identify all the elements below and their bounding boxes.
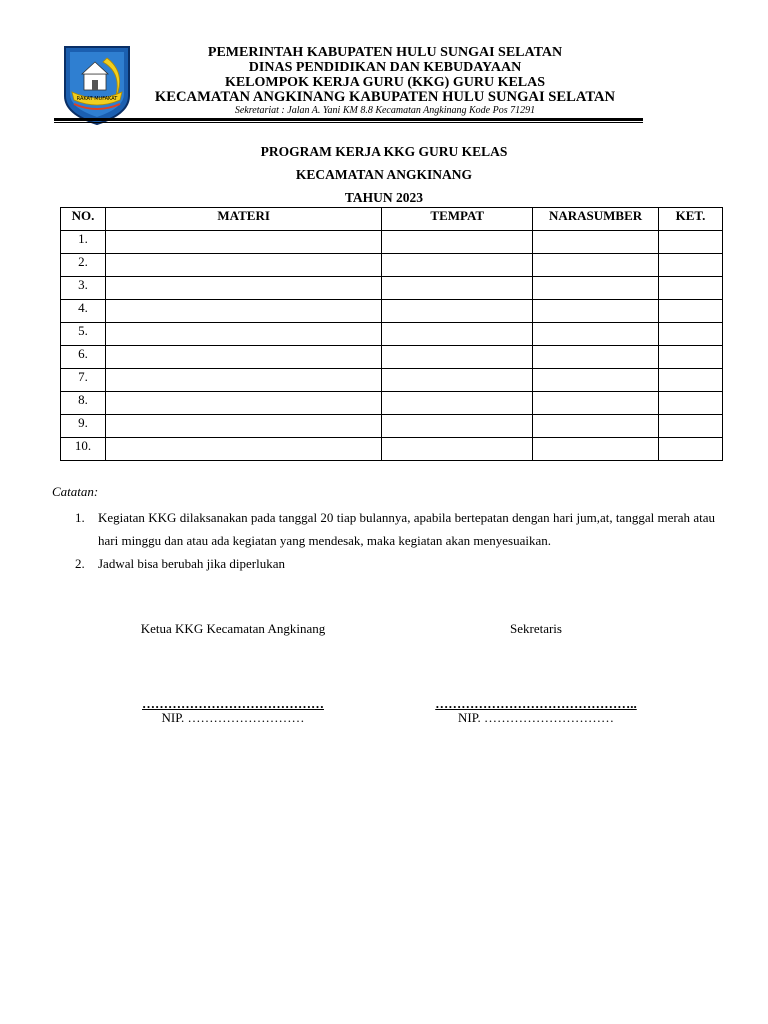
column-header-narasumber: NARASUMBER bbox=[533, 208, 659, 231]
row-number: 4. bbox=[61, 300, 106, 323]
cell-tempat bbox=[382, 231, 533, 254]
title-line-district: KECAMATAN ANGKINANG bbox=[295, 167, 473, 182]
column-header-ket: KET. bbox=[659, 208, 723, 231]
row-number: 6. bbox=[61, 346, 106, 369]
cell-narasumber bbox=[533, 277, 659, 300]
signature-role-chair: Ketua KKG Kecamatan Angkinang bbox=[140, 621, 326, 636]
cell-tempat bbox=[382, 369, 533, 392]
cell-materi bbox=[105, 254, 381, 277]
letterhead-divider-thick bbox=[54, 118, 643, 121]
title-line-program: PROGRAM KERJA KKG GURU KELAS bbox=[260, 144, 508, 159]
notes-label: Catatan: bbox=[52, 484, 99, 499]
letterhead bbox=[130, 45, 640, 117]
cell-tempat bbox=[382, 392, 533, 415]
cell-materi bbox=[105, 231, 381, 254]
letterhead-address: Sekretariat : Jalan A. Yani KM 8.8 Kecamatan Angkinang Kode Pos 71291 bbox=[234, 105, 536, 116]
cell-ket bbox=[659, 415, 723, 438]
note-number: 2. bbox=[75, 556, 85, 571]
note-text: Kegiatan KKG dilaksanakan pada tanggal 20 tiap bulannya, apabila bertepatan dengan hari jum,at, tanggal merah atau hari minggu dan atau ada kegiatan yang mendesak, maka kegiatan akan menyesuaikan. bbox=[98, 510, 715, 548]
notes-list bbox=[75, 506, 715, 575]
signature-block-chair bbox=[118, 621, 348, 725]
cell-narasumber bbox=[533, 323, 659, 346]
row-number: 3. bbox=[61, 277, 106, 300]
program-table bbox=[60, 207, 723, 461]
title-line-year: TAHUN 2023 bbox=[344, 190, 424, 205]
cell-ket bbox=[659, 277, 723, 300]
cell-materi bbox=[105, 369, 381, 392]
cell-tempat bbox=[382, 415, 533, 438]
cell-narasumber bbox=[533, 231, 659, 254]
cell-materi bbox=[105, 277, 381, 300]
row-number: 9. bbox=[61, 415, 106, 438]
cell-materi bbox=[105, 323, 381, 346]
cell-tempat bbox=[382, 300, 533, 323]
cell-ket bbox=[659, 231, 723, 254]
column-header-no: NO. bbox=[61, 208, 106, 231]
cell-narasumber bbox=[533, 254, 659, 277]
cell-tempat bbox=[382, 277, 533, 300]
cell-ket bbox=[659, 369, 723, 392]
cell-tempat bbox=[382, 254, 533, 277]
list-item bbox=[75, 552, 715, 575]
table-row bbox=[61, 392, 723, 415]
table-row bbox=[61, 438, 723, 461]
cell-narasumber bbox=[533, 392, 659, 415]
cell-materi bbox=[105, 415, 381, 438]
column-header-materi: MATERI bbox=[105, 208, 381, 231]
cell-tempat bbox=[382, 438, 533, 461]
document-title bbox=[0, 140, 768, 209]
cell-materi bbox=[105, 438, 381, 461]
signature-line-chair: …………………………………… bbox=[142, 696, 324, 711]
letterhead-line-department: DINAS PENDIDIKAN DAN KEBUDAYAAN bbox=[248, 60, 522, 75]
list-item bbox=[75, 506, 715, 552]
cell-narasumber bbox=[533, 369, 659, 392]
cell-ket bbox=[659, 438, 723, 461]
signature-block-secretary bbox=[420, 621, 652, 725]
table-row bbox=[61, 300, 723, 323]
regency-emblem-logo bbox=[62, 44, 132, 126]
letterhead-divider-thin bbox=[54, 122, 643, 123]
cell-ket bbox=[659, 254, 723, 277]
row-number: 1. bbox=[61, 231, 106, 254]
row-number: 2. bbox=[61, 254, 106, 277]
row-number: 10. bbox=[61, 438, 106, 461]
table-header-row bbox=[61, 208, 723, 231]
cell-ket bbox=[659, 323, 723, 346]
cell-tempat bbox=[382, 323, 533, 346]
cell-ket bbox=[659, 346, 723, 369]
letterhead-line-kkg: KELOMPOK KERJA GURU (KKG) GURU KELAS bbox=[224, 75, 546, 90]
column-header-tempat: TEMPAT bbox=[382, 208, 533, 231]
cell-narasumber bbox=[533, 415, 659, 438]
cell-narasumber bbox=[533, 438, 659, 461]
table-row bbox=[61, 277, 723, 300]
table-row bbox=[61, 369, 723, 392]
cell-materi bbox=[105, 300, 381, 323]
letterhead-line-district: KECAMATAN ANGKINANG KABUPATEN HULU SUNGAI SELATAN bbox=[154, 89, 616, 105]
table-row bbox=[61, 415, 723, 438]
cell-ket bbox=[659, 392, 723, 415]
table-row bbox=[61, 254, 723, 277]
signature-role-secretary: Sekretaris bbox=[510, 621, 562, 636]
letterhead-line-government: PEMERINTAH KABUPATEN HULU SUNGAI SELATAN bbox=[207, 45, 563, 60]
cell-narasumber bbox=[533, 300, 659, 323]
cell-materi bbox=[105, 392, 381, 415]
cell-narasumber bbox=[533, 346, 659, 369]
signature-nip-secretary: NIP. ………………………… bbox=[457, 710, 614, 725]
row-number: 5. bbox=[61, 323, 106, 346]
note-number: 1. bbox=[75, 510, 85, 525]
signature-line-secretary: ……………………………………….. bbox=[435, 696, 637, 711]
cell-materi bbox=[105, 346, 381, 369]
logo-ribbon-text: RAKAT MUFAKAT bbox=[76, 96, 118, 102]
note-text: Jadwal bisa berubah jika diperlukan bbox=[98, 556, 285, 571]
table-row bbox=[61, 231, 723, 254]
row-number: 8. bbox=[61, 392, 106, 415]
cell-tempat bbox=[382, 346, 533, 369]
table-row bbox=[61, 323, 723, 346]
row-number: 7. bbox=[61, 369, 106, 392]
cell-ket bbox=[659, 300, 723, 323]
table-row bbox=[61, 346, 723, 369]
signature-nip-chair: NIP. ……………………… bbox=[161, 710, 305, 725]
